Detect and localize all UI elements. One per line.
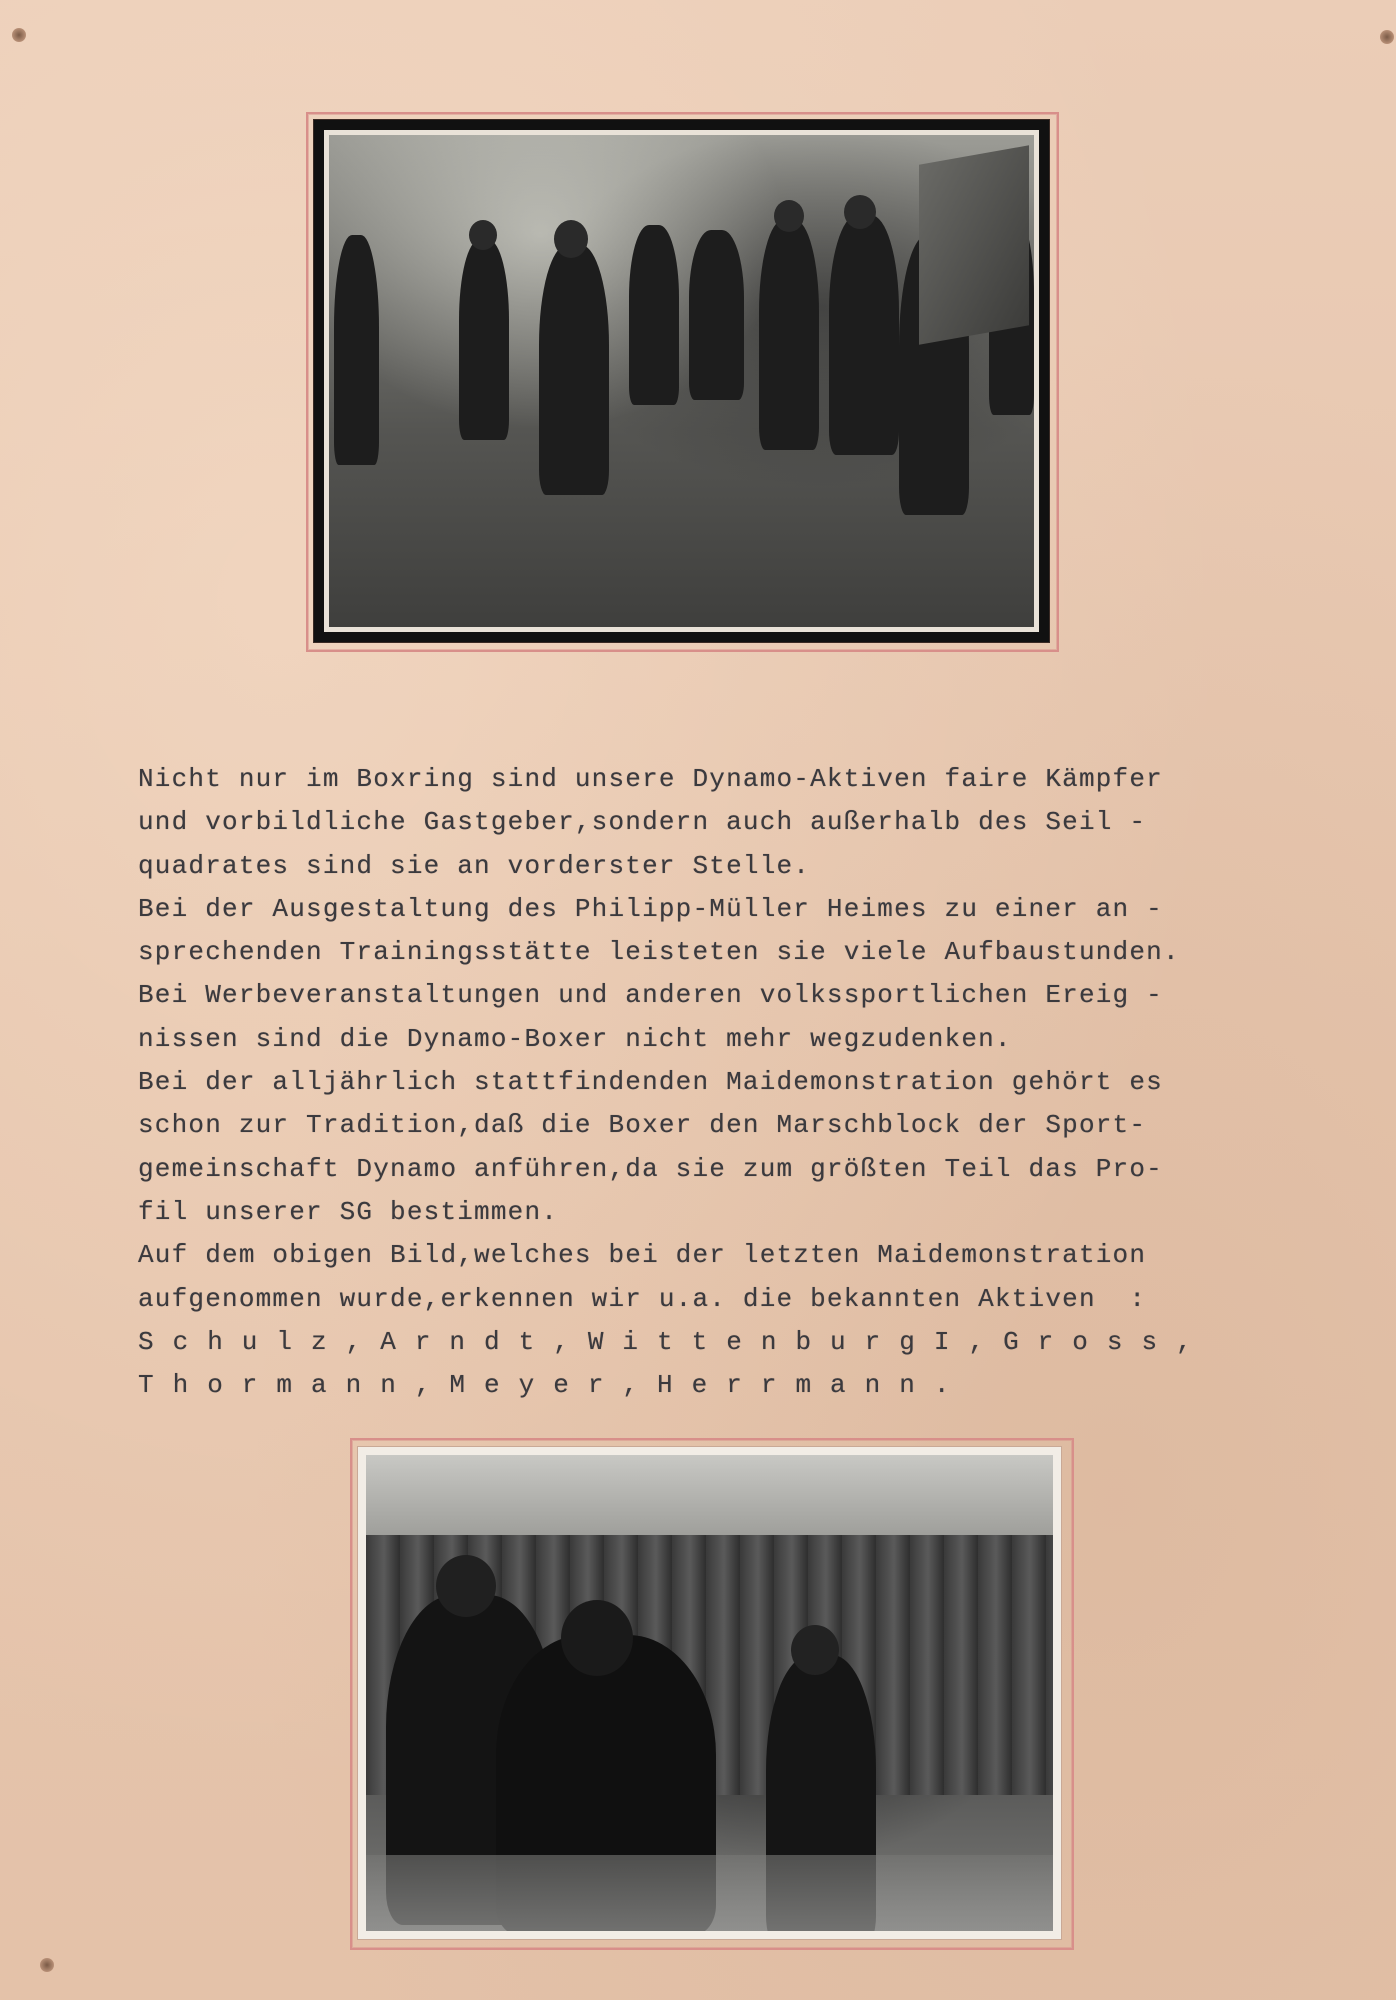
top-photo bbox=[314, 120, 1049, 642]
punch-hole-bottom-left bbox=[40, 1958, 54, 1972]
text-line-4: Bei der Ausgestaltung des Philipp-Müller Heimes zu einer an - bbox=[138, 893, 1163, 924]
text-line-10: gemeinschaft Dynamo anführen,da sie zum größten Teil das Pro- bbox=[138, 1153, 1163, 1184]
punch-hole-top-left bbox=[12, 28, 26, 42]
text-line-2: und vorbildliche Gastgeber,sondern auch außerhalb des Seil - bbox=[138, 807, 1147, 838]
punch-hole-top-right bbox=[1380, 30, 1394, 44]
text-line-5: sprechenden Trainingsstätte leisteten sie viele Aufbaustunden. bbox=[138, 937, 1180, 968]
names-line-1: Schulz,Arndt,WittenburgI,Gross, bbox=[138, 1326, 1211, 1357]
text-line-7: nissen sind die Dynamo-Boxer nicht mehr wegzudenken. bbox=[138, 1023, 1012, 1054]
photo-parade-icon bbox=[324, 130, 1039, 632]
names-line-2: Thormann,Meyer,Herrmann. bbox=[138, 1370, 969, 1401]
text-line-6: Bei Werbeveranstaltungen und anderen volkssportlichen Ereig - bbox=[138, 980, 1163, 1011]
text-line-8: Bei der alljährlich stattfindenden Maidemonstration gehört es bbox=[138, 1067, 1163, 1098]
bottom-photo bbox=[358, 1447, 1061, 1939]
photo-boxing-crowd-icon bbox=[366, 1455, 1053, 1931]
typewritten-text bbox=[138, 758, 1258, 1407]
text-line-1: Nicht nur im Boxring sind unsere Dynamo-Aktiven faire Kämpfer bbox=[138, 764, 1163, 794]
text-line-11: fil unserer SG bestimmen. bbox=[138, 1196, 559, 1227]
text-line-9: schon zur Tradition,daß die Boxer den Marschblock der Sport- bbox=[138, 1110, 1147, 1141]
text-line-12: Auf dem obigen Bild,welches bei der letzten Maidemonstration bbox=[138, 1240, 1147, 1271]
text-line-3: quadrates sind sie an vorderster Stelle. bbox=[138, 850, 811, 881]
text-line-13: aufgenommen wurde,erkennen wir u.a. die bekannten Aktiven : bbox=[138, 1283, 1147, 1314]
